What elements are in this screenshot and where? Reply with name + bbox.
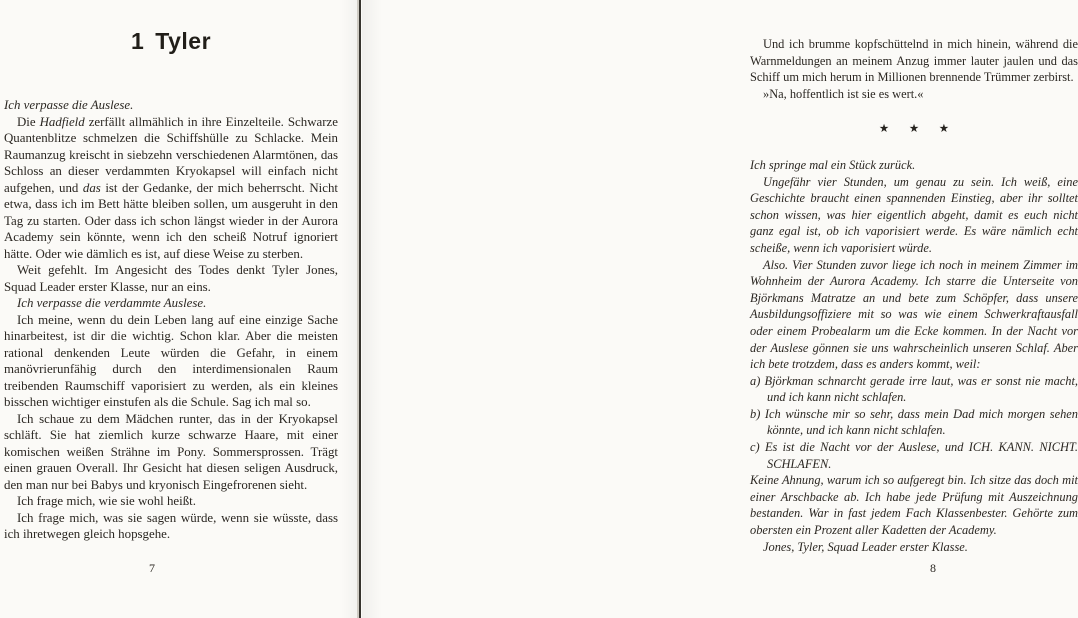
paragraph: Ich schaue zu dem Mädchen runter, das in der Kryokapsel schläft. Sie hat ziemlich kurze schwarze Haare, mit einer komischen weißen Strähne im Pony. Sommersprossen. Trägt einen grauen Overall. Ihr Gesicht hat diesen seligen Ausdruck, den man nur bei Babys und kryonisch Eingefrorenen sieht. bbox=[4, 411, 338, 492]
emphasized-text: das bbox=[82, 180, 101, 195]
paragraph: Ich verpasse die Auslese. bbox=[4, 98, 134, 112]
page-number-left: 7 bbox=[149, 561, 155, 575]
emphasized-text: Hadfield bbox=[39, 114, 85, 129]
paragraph: Jones, Tyler, Squad Leader erster Klasse. bbox=[763, 539, 968, 554]
paragraph: b) Ich wünsche mir so sehr, dass mein Dad mich morgen sehen könnte, und ich kann nicht schlafen. bbox=[750, 406, 1078, 438]
chapter-heading bbox=[4, 28, 338, 55]
paragraph: Ich frage mich, wie sie wohl heißt. bbox=[17, 494, 196, 508]
right-page-text bbox=[750, 36, 1078, 555]
paragraph: Ungefähr vier Stunden, um genau zu sein. Ich weiß, eine Geschichte braucht einen spannenden Einstieg, aber ihr solltet schon wissen, was hier eigentlich abgeht, damit es euch nicht ganz egal ist, ob ich vaporisiert werde. Es wäre nämlich echt scheiße, wenn ich vaporisiert würde. bbox=[750, 174, 1078, 255]
page-number-right: 8 bbox=[930, 561, 936, 575]
paragraph: Ich springe mal ein Stück zurück. bbox=[750, 157, 916, 172]
paragraph: Ich verpasse die verdammte Auslese. bbox=[17, 296, 207, 310]
paragraph: Und ich brumme kopfschüttelnd in mich hinein, während die Warnmeldungen an meinem Anzug immer lauter jaulen und das Schiff um mich herum in Millionen brennende Trümmer zerbirst. bbox=[750, 37, 1078, 85]
left-page-text bbox=[4, 97, 338, 543]
paragraph: Keine Ahnung, warum ich so aufgeregt bin. Ich sitze das doch mit einer Arschbacke ab. Ich habe jede Prüfung mit Auszeichnung bestanden. War in fast jedem Fach Klassenbester. Gehörte zum obersten ein Prozent aller Kadetten der Academy. bbox=[750, 473, 1078, 538]
paragraph: Ich frage mich, was sie sagen würde, wenn sie wüsste, dass ich ihretwegen gleich hopsgehe. bbox=[4, 510, 338, 541]
page-right bbox=[362, 0, 1078, 618]
paragraph: Ich meine, wenn du dein Leben lang auf eine einzige Sache hinarbeitest, ist dir die wichtig. Schon klar. Aber die meisten rational denkenden Leute würden die Gefahr, in einem manövrierunfähig durch den interdimensionalen Raum treibenden Raumschiff vaporisiert zu werden, als ein kleines bisschen wichtiger einstufen als die Schule. Sag ich mal so. bbox=[4, 312, 338, 409]
paragraph: a) Björkman schnarcht gerade irre laut, was er sonst nie macht, und ich kann nicht schlafen. bbox=[750, 373, 1078, 405]
chapter-title: Tyler bbox=[155, 28, 212, 54]
paragraph: Weit gefehlt. Im Angesicht des Todes denkt Tyler Jones, Squad Leader erster Klasse, nur an eins. bbox=[4, 263, 338, 294]
spine-gutter-line bbox=[359, 0, 361, 618]
section-break-stars: ★ ★ ★ bbox=[878, 121, 958, 136]
paragraph: »Na, hoffentlich ist sie es wert.« bbox=[763, 86, 924, 101]
page-left bbox=[0, 0, 357, 618]
paragraph: c) Es ist die Nacht vor der Auslese, und ICH. KANN. NICHT. SCHLAFEN. bbox=[750, 440, 1078, 471]
chapter-number: 1 bbox=[130, 28, 145, 54]
paragraph: Also. Vier Stunden zuvor liege ich noch in meinem Zimmer im Wohnheim der Aurora Academy. Ich starre die Unterseite von Björkmans Matratze an und bete zum Schöpfer, dass unsere Ausbildungsoffiziere mit so was wie einem Schwerkraftausfall oder einem Probealarm um die Ecke kommen. In der Nacht vor der Auslese gönnen sie uns wahrscheinlich unseren Schlaf. Aber ich bete trotzdem, dass es anders kommt, weil: bbox=[750, 257, 1078, 372]
paragraph: Die Hadfield zerfällt allmählich in ihre Einzelteile. Schwarze Quantenblitze schmelzen die Schiffshülle zu Schlacke. Mein Raumanzug kreischt in siebzehn verschiedenen Alarmtönen, das Schloss an dieser verdammten Kryokapsel will einfach nicht aufgehen, und das ist der Gedanke, der mich beherrscht. Nicht etwa, dass ich im Bett hätte bleiben sollen, um ausgeruht in den Tag zu starten. Oder dass ich schon längst wieder in der Aurora Academy sein könnte, wenn ich den scheiß Notruf ignoriert hätte. Oder wie dämlich es ist, auf diese Weise zu sterben. bbox=[4, 114, 338, 261]
